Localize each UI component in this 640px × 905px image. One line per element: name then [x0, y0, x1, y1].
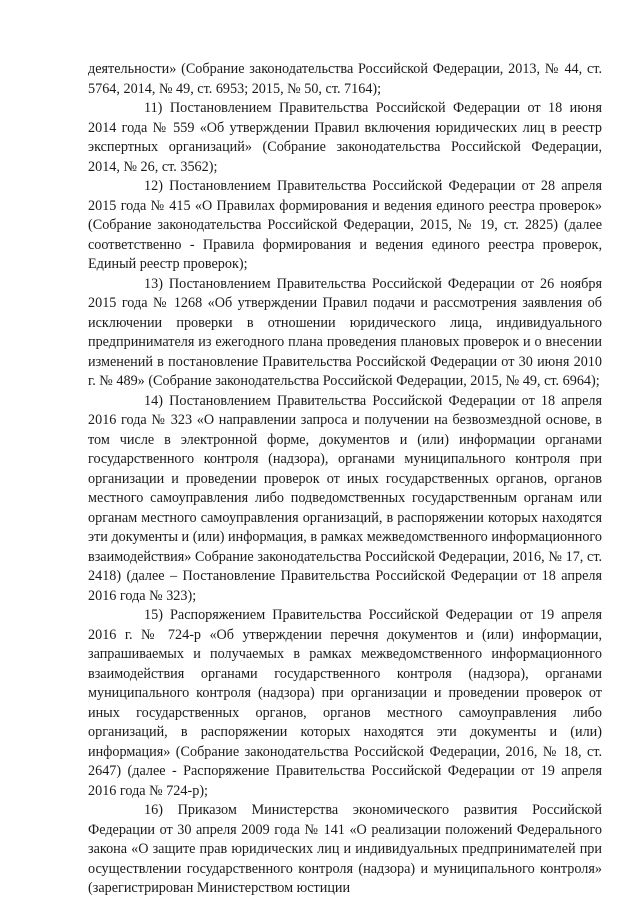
paragraph-item-14: 14) Постановлением Правительства Российской Федерации от 18 апреля 2016 года № 323 «О направлении запроса и получении на безвозмездной основе, в том числе в электронной форме, документов и (или) информации органами государственного контроля (надзора), органами муниципального контроля при организации и проведении проверок от иных государственных органов, органов местного самоуправления либо подведомственных государственным органам или органам местного самоуправления организаций, в распоряжении которых находятся эти документы и (или) информация, в рамках межведомственного информационного взаимодействия» Собрание законодательства Российской Федерации, 2016, № 17, ст. 2418) (далее – Постановление Правительства Российской Федерации от 18 апреля 2016 года № 323); [88, 392, 602, 604]
document-page [88, 60, 602, 899]
paragraph-item-13: 13) Постановлением Правительства Российской Федерации от 26 ноября 2015 года № 1268 «Об утверждении Правил подачи и рассмотрения заявления об исключении проверки в отношении юридического лица, индивидуального предпринимателя из ежегодного плана проведения плановых проверок и о внесении изменений в постановление Правительства Российской Федерации от 30 июня 2010 г. № 489» (Собрание законодательства Российской Федерации, 2015, № 49, ст. 6964); [88, 275, 602, 389]
paragraph-item-16: 16) Приказом Министерства экономического развития Российской Федерации от 30 апреля 2009 года № 141 «О реализации положений Федерального закона «О защите прав юридических лиц и индивидуальных предпринимателей при осуществлении государственного контроля (надзора) и муниципального контроля» (зарегистрирован Министерством юстиции [88, 802, 602, 896]
paragraph-item-12: 12) Постановлением Правительства Российской Федерации от 28 апреля 2015 года № 415 «О Правилах формирования и ведения единого реестра проверок» (Собрание законодательства Российской Федерации, 2015, № 19, ст. 2825) (далее соответственно - Правила формирования и ведения единого реестра проверок, Единый реестр проверок); [88, 178, 602, 272]
paragraph-item-11: 11) Постановлением Правительства Российской Федерации от 18 июня 2014 года № 559 «Об утверждении Правил включения юридических лиц в реестр экспертных организаций» (Собрание законодательства Российской Федерации, 2014, № 26, ст. 3562); [88, 100, 602, 175]
paragraph-item-15: 15) Распоряжением Правительства Российской Федерации от 19 апреля 2016 г. № 724-р «Об утверждении перечня документов и (или) информации, запрашиваемых и получаемых в рамках межведомственного информационного взаимодействия органами государственного контроля (надзора), органами муниципального контроля (надзора) при организации и проведении проверок от иных государственных органов, органов местного самоуправления либо организаций, в распоряжении которых находятся эти документы и (или) информация» (Собрание законодательства Российской Федерации, 2016, № 18, ст. 2647) (далее - Распоряжение Правительства Российской Федерации от 19 апреля 2016 года № 724-р); [88, 607, 602, 799]
paragraph-continuation: деятельности» (Собрание законодательства Российской Федерации, 2013, № 44, ст. 5764, 2014, № 49, ст. 6953; 2015, № 50, ст. 7164); [88, 61, 602, 97]
